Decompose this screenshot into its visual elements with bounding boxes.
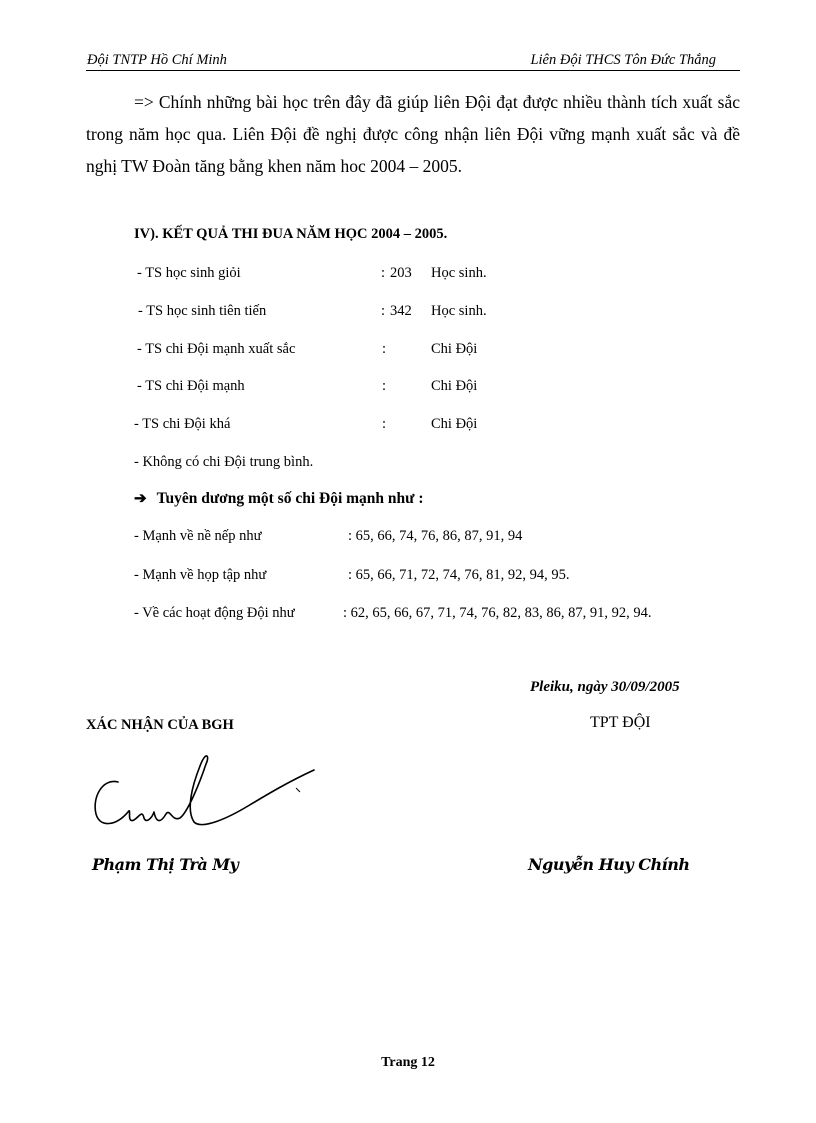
result-row <box>137 377 537 397</box>
result-unit: Chi Đội <box>431 378 478 394</box>
result-colon: : <box>382 378 387 394</box>
arrow-right-icon: ➔ <box>134 491 147 507</box>
praise-label: - Mạnh về nề nếp như <box>134 528 262 544</box>
result-value: 342 <box>390 303 412 319</box>
result-value: 203 <box>390 265 412 281</box>
praise-values: : 65, 66, 71, 72, 74, 76, 81, 92, 94, 95. <box>348 567 570 583</box>
left-signer-name: Phạm Thị Trà My <box>92 855 239 874</box>
section-title: IV). KẾT QUẢ THI ĐUA NĂM HỌC 2004 – 2005. <box>134 226 448 242</box>
result-label: - TS học sinh tiên tiến <box>138 303 267 319</box>
header-right-text: Liên Đội THCS Tôn Đức Thắng <box>530 52 716 68</box>
right-signer-title: TPT ĐỘI <box>590 714 651 731</box>
result-row <box>137 340 537 360</box>
result-unit: Học sinh. <box>431 265 487 281</box>
intro-text: => Chính những bài học trên đây đã giúp liên Đội đạt được nhiều thành tích xuất sắc trong năm học qua. Liên Đội đề nghị được công nhận liên Đội vững mạnh xuất sắc và đề nghị TW Đoàn tăng bằng khen năm hoc 2004 – 2005. <box>86 92 740 176</box>
result-label: - TS chi Đội mạnh <box>137 378 245 394</box>
result-row <box>138 302 538 322</box>
result-unit: Chi Đội <box>431 341 478 357</box>
result-unit: Học sinh. <box>431 303 487 319</box>
praise-label: - Mạnh về họp tập như <box>134 567 267 583</box>
praise-heading-text: Tuyên dương một số chi Đội mạnh như : <box>156 490 424 507</box>
praise-values: : 65, 66, 74, 76, 86, 87, 91, 94 <box>348 528 523 544</box>
header-left-text: Đội TNTP Hồ Chí Minh <box>87 52 227 68</box>
result-label: - TS chi Đội khá <box>134 416 231 432</box>
date-line: Pleiku, ngày 30/09/2005 <box>530 679 680 695</box>
page-number: Trang 12 <box>381 1055 435 1070</box>
result-row <box>137 264 537 284</box>
result-label: - TS chi Đội mạnh xuất sắc <box>137 341 296 357</box>
result-colon: : <box>382 341 387 357</box>
page-header <box>86 52 740 71</box>
result-row <box>134 415 534 435</box>
intro-paragraph <box>86 86 740 182</box>
result-unit: Chi Đội <box>431 416 478 432</box>
praise-label: - Về các hoạt động Đội như <box>134 605 295 621</box>
praise-row <box>134 605 652 622</box>
no-average-note: - Không có chi Đội trung bình. <box>134 454 314 470</box>
handwritten-signature <box>88 752 328 842</box>
right-signer-name: Nguyễn Huy Chính <box>528 855 690 874</box>
praise-row <box>134 528 523 545</box>
result-label: - TS học sinh giỏi <box>137 265 241 281</box>
left-signer-title: XÁC NHẬN CỦA BGH <box>86 717 234 733</box>
result-colon: : <box>381 303 386 319</box>
praise-heading <box>134 489 424 508</box>
praise-row <box>134 567 570 584</box>
praise-values: : 62, 65, 66, 67, 71, 74, 76, 82, 83, 86, 87, 91, 92, 94. <box>343 605 652 621</box>
result-colon: : <box>382 416 387 432</box>
result-colon: : <box>381 265 386 281</box>
